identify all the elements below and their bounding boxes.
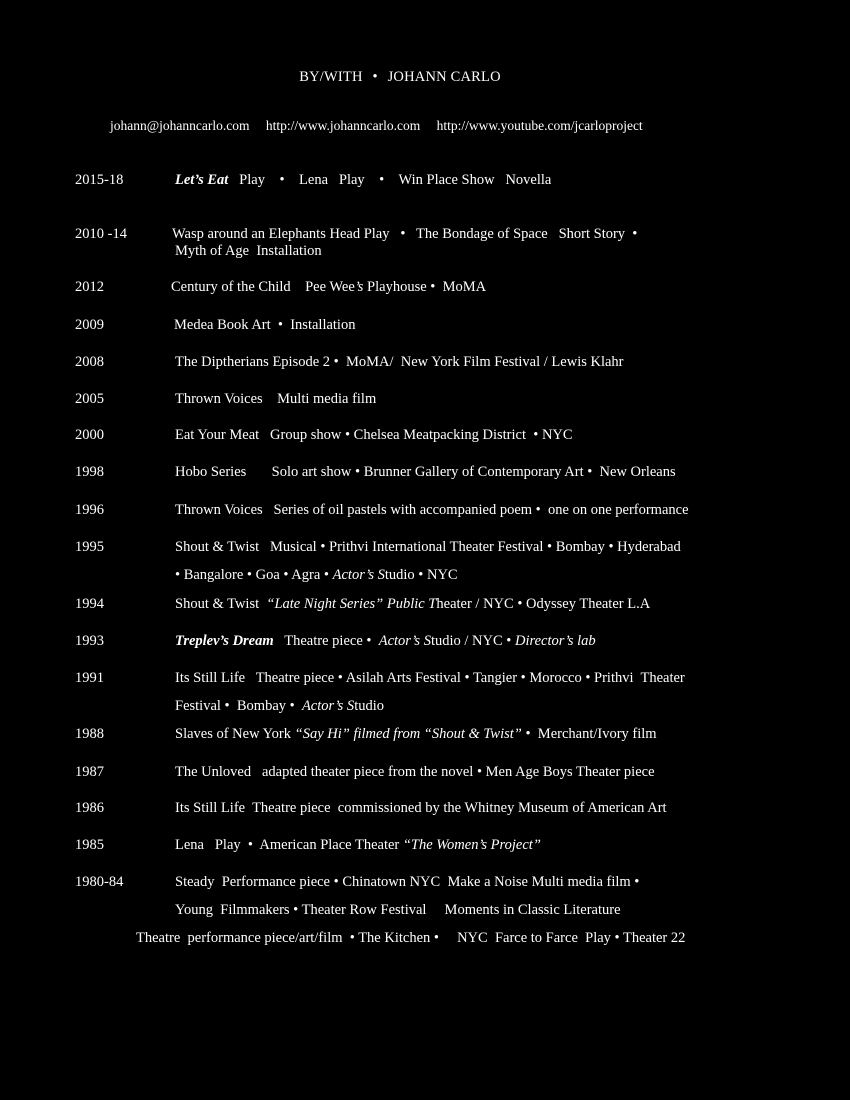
entry-year: 1993 [75, 633, 104, 649]
entry-year: 1998 [75, 464, 104, 480]
entry-year: 2015-18 [75, 172, 124, 188]
bullet: • [372, 69, 378, 85]
entry-desc: Medea Book Art • Installation [174, 317, 356, 333]
entry-desc: Shout & Twist “Late Night Series” Public Theater / NYC • Odyssey Theater L.A [175, 596, 651, 612]
entry-year: 1991 [75, 670, 104, 686]
entry-desc: Slaves of New York “Say Hi” filmed from “Shout & Twist” • Merchant/Ivory film [175, 726, 657, 742]
entry-year: 1980-84 [75, 874, 124, 890]
resume-header [0, 69, 800, 86]
entry-desc-line2: • Bangalore • Goa • Agra • Actor’s Studio • NYC [175, 567, 458, 583]
entry-year: 2005 [75, 391, 104, 407]
entry-year: 1994 [75, 596, 104, 612]
entry-year: 1987 [75, 764, 104, 780]
entry-desc-line2: Myth of Age Installation [175, 243, 322, 259]
entry-desc: Hobo Series Solo art show • Brunner Gallery of Contemporary Art • New Orleans [175, 464, 676, 480]
entry-year: 1995 [75, 539, 104, 555]
entry-desc: The Unloved adapted theater piece from the novel • Men Age Boys Theater piece [175, 764, 655, 780]
entry-year: 1986 [75, 800, 104, 816]
email-link[interactable]: johann@johanncarlo.com [110, 118, 250, 133]
entry-year: 1988 [75, 726, 104, 742]
entry-year: 2010 -14 [75, 226, 127, 242]
entry-desc: Eat Your Meat Group show • Chelsea Meatpacking District • NYC [175, 427, 573, 443]
entry-desc: Wasp around an Elephants Head Play • The Bondage of Space Short Story • [172, 226, 638, 242]
entry-desc: Thrown Voices Multi media film [175, 391, 377, 407]
entry-year: 1996 [75, 502, 104, 518]
entry-desc: Treplev’s Dream Theatre piece • Actor’s Studio / NYC • Director’s lab [175, 633, 596, 649]
youtube-link[interactable]: http://www.youtube.com/jcarloproject [436, 118, 643, 133]
entry-desc: Steady Performance piece • Chinatown NYC Make a Noise Multi media film • [175, 874, 640, 890]
entry-year: 2012 [75, 279, 104, 295]
entry-desc: Its Still Life Theatre piece commissioned by the Whitney Museum of American Art [175, 800, 667, 816]
entry-desc-line2: Young Filmmakers • Theater Row Festival Moments in Classic Literature [175, 902, 621, 918]
entry-year: 2000 [75, 427, 104, 443]
entry-desc: The Diptherians Episode 2 • MoMA/ New York Film Festival / Lewis Klahr [175, 354, 624, 370]
contact-line [110, 118, 656, 134]
header-right: JOHANN CARLO [387, 69, 501, 85]
entry-year: 1985 [75, 837, 104, 853]
header-left: BY/WITH [299, 69, 363, 85]
entry-desc: Let’s Eat Play • Lena Play • Win Place Show Novella [175, 172, 552, 188]
entry-year: 2008 [75, 354, 104, 370]
entry-desc: Shout & Twist Musical • Prithvi International Theater Festival • Bombay • Hyderabad [175, 539, 681, 555]
entry-desc: Lena Play • American Place Theater “The Women’s Project” [175, 837, 541, 853]
entry-desc-line3: Theatre performance piece/art/film • The Kitchen • NYC Farce to Farce Play • Theater 22 [136, 930, 686, 946]
website-link[interactable]: http://www.johanncarlo.com [265, 118, 421, 133]
entry-desc-line2: Festival • Bombay • Actor’s Studio [175, 698, 384, 714]
entry-desc: Thrown Voices Series of oil pastels with accompanied poem • one on one performance [175, 502, 689, 518]
entry-desc: Its Still Life Theatre piece • Asilah Arts Festival • Tangier • Morocco • Prithvi Theater [175, 670, 685, 686]
entry-year: 2009 [75, 317, 104, 333]
entry-desc: Century of the Child Pee Wee’s Playhouse • MoMA [171, 279, 487, 295]
